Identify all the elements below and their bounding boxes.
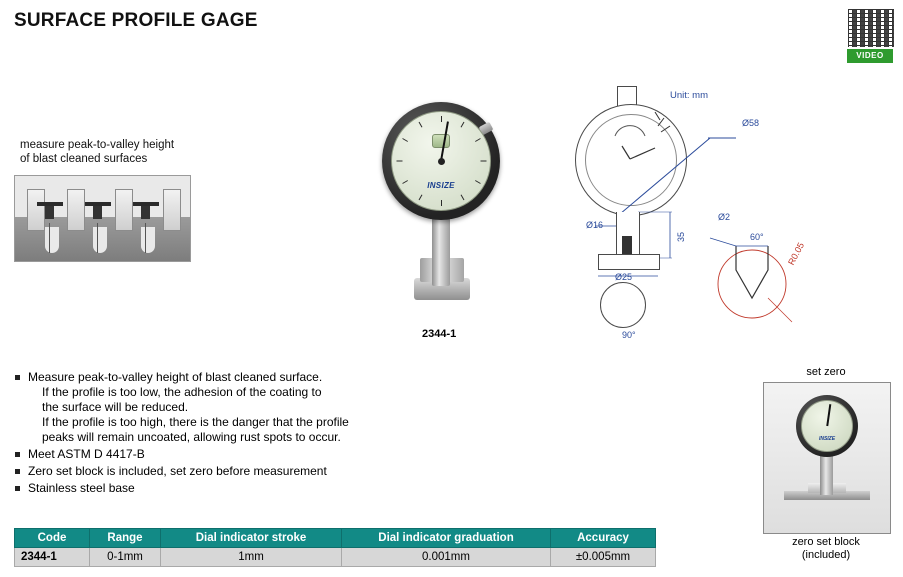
surface-peak [163, 189, 181, 231]
dim-base-angle: 90° [622, 330, 636, 340]
qr-code-icon[interactable] [847, 8, 895, 48]
valley-depth-line [49, 223, 50, 253]
illustration-caption [20, 138, 174, 166]
setzero-title: set zero [806, 366, 846, 378]
gage-tip-symbol [45, 206, 54, 219]
cell-range: 0-1mm [90, 548, 161, 567]
bullet-subtext: peaks will remain uncoated, allowing rust spots to occur. [42, 430, 341, 444]
column-header-stroke: Dial indicator stroke [161, 529, 342, 548]
setzero-dial-brand: INSIZE [818, 436, 836, 442]
dim-unit-label: Unit: mm [670, 90, 708, 101]
surface-trough [45, 227, 59, 253]
dial-hub [438, 158, 445, 165]
setzero-needle [826, 404, 831, 426]
dial-indicator [382, 102, 500, 220]
dial-brand: INSIZE [427, 181, 455, 190]
list-item [14, 464, 434, 479]
dial-logo [432, 134, 450, 148]
setzero-caption-line2: (included) [801, 549, 851, 561]
bullet-subtext: If the profile is too high, there is the danger that the profile [42, 415, 349, 429]
bullet-text: Meet ASTM D 4417-B [28, 447, 145, 461]
valley-depth-line [97, 223, 98, 253]
cell-stroke: 1mm [161, 548, 342, 567]
valley-depth-line [145, 223, 146, 253]
list-item [14, 447, 434, 462]
cell-accuracy: ±0.005mm [551, 548, 656, 567]
gage-tip-symbol [141, 206, 150, 219]
blast-profile-figure [14, 175, 191, 262]
bullet-text: Measure peak-to-valley height of blast cleaned surface. [28, 370, 323, 384]
drawing-base-plate [598, 254, 660, 270]
dim-stroke-height: 35 [676, 231, 686, 242]
drawing-tip [622, 236, 632, 254]
dim-dial-diameter: Ø58 [742, 118, 760, 128]
gage-tip-symbol [93, 206, 102, 219]
setzero-dial [796, 395, 858, 457]
cell-graduation: 0.001mm [342, 548, 551, 567]
column-header-graduation: Dial indicator graduation [342, 529, 551, 548]
list-item [14, 481, 434, 496]
setzero-dial-face [801, 400, 853, 452]
setzero-caption-line1: zero set block [792, 536, 860, 548]
column-header-code: Code [15, 529, 90, 548]
dim-body-diameter: Ø16 [586, 220, 604, 230]
page-title: SURFACE PROFILE GAGE [14, 10, 258, 31]
surface-trough [141, 227, 155, 253]
dim-tip-radius: R0.05 [786, 240, 807, 267]
product-model-caption: 2344-1 [422, 328, 457, 340]
bullet-subtext: the surface will be reduced. [42, 400, 189, 414]
dial-face [391, 111, 491, 211]
table-row [15, 548, 656, 567]
column-header-range: Range [90, 529, 161, 548]
list-item [14, 370, 434, 445]
feature-list [14, 370, 434, 498]
column-header-accuracy: Accuracy [551, 529, 656, 548]
surface-peak [27, 189, 45, 231]
dim-base-diameter: Ø25 [615, 272, 633, 282]
drawing-lines [560, 86, 820, 346]
dim-tip-diameter: Ø2 [718, 212, 731, 222]
technical-drawing [560, 86, 820, 346]
bullet-text: Stainless steel base [28, 481, 135, 495]
video-badge[interactable]: VIDEO [847, 49, 893, 63]
illustration-caption-line1: measure peak-to-valley height [20, 139, 175, 151]
setzero-stem [820, 453, 833, 495]
cell-code: 2344-1 [15, 548, 90, 567]
table-header-row [15, 529, 656, 548]
surface-peak [67, 189, 85, 231]
surface-trough [93, 227, 107, 253]
product-photo [370, 88, 535, 318]
specification-table [14, 528, 656, 567]
drawing-bottom-view [600, 282, 646, 328]
bullet-text: Zero set block is included, set zero before measurement [28, 464, 327, 478]
illustration-caption-line2: of blast cleaned surfaces [20, 153, 148, 165]
setzero-photo [763, 382, 891, 534]
surface-peak [115, 189, 133, 231]
gage-stem [432, 216, 450, 286]
dim-cone-angle: 60° [750, 232, 764, 242]
setzero-caption [746, 536, 903, 562]
bullet-subtext: If the profile is too low, the adhesion of the coating to [42, 385, 322, 399]
qr-video-block [847, 8, 893, 63]
